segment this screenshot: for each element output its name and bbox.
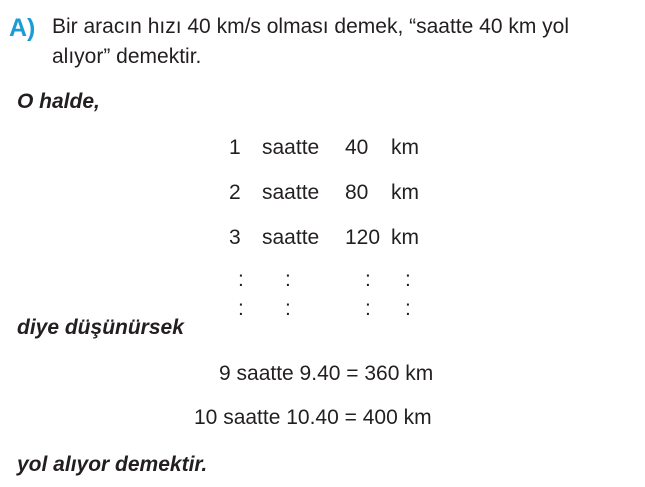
table-row-3-hours: 3 — [229, 226, 241, 249]
ellipsis-col-2-upper: : — [285, 268, 291, 291]
intro-line-2: alıyor” demektir. — [52, 45, 202, 68]
equation-9-hours: 9 saatte 9.40 = 360 km — [219, 362, 434, 385]
ellipsis-col-2-lower: : — [285, 297, 291, 320]
ellipsis-col-1-upper: : — [238, 268, 244, 291]
conclusion-text: yol alıyor demektir. — [17, 453, 208, 476]
table-row-3-distance: 120 — [345, 226, 381, 249]
table-row-1-hours: 1 — [229, 136, 241, 159]
table-row-2-hours: 2 — [229, 181, 241, 204]
ellipsis-col-3-upper: : — [365, 268, 371, 291]
table-row-1-km: km — [391, 136, 419, 159]
table-row-3-unit: saatte — [262, 226, 320, 249]
ellipsis-col-1-lower: : — [238, 297, 244, 320]
ellipsis-col-4-upper: : — [405, 268, 411, 291]
lead-text: O halde, — [17, 90, 100, 113]
intro-line-1: Bir aracın hızı 40 km/s olması demek, “saatte 40 km yol — [52, 15, 570, 38]
equation-10-hours: 10 saatte 10.40 = 400 km — [194, 406, 432, 429]
ellipsis-col-3-lower: : — [365, 297, 371, 320]
assumption-text: diye düşünürsek — [17, 316, 184, 339]
table-row-2-distance: 80 — [345, 181, 369, 204]
table-row-1-unit: saatte — [262, 136, 320, 159]
table-row-2-km: km — [391, 181, 419, 204]
table-row-2-unit: saatte — [262, 181, 320, 204]
table-row-1-distance: 40 — [345, 136, 369, 159]
ellipsis-col-4-lower: : — [405, 297, 411, 320]
section-label: A) — [9, 14, 36, 42]
table-row-3-km: km — [391, 226, 419, 249]
